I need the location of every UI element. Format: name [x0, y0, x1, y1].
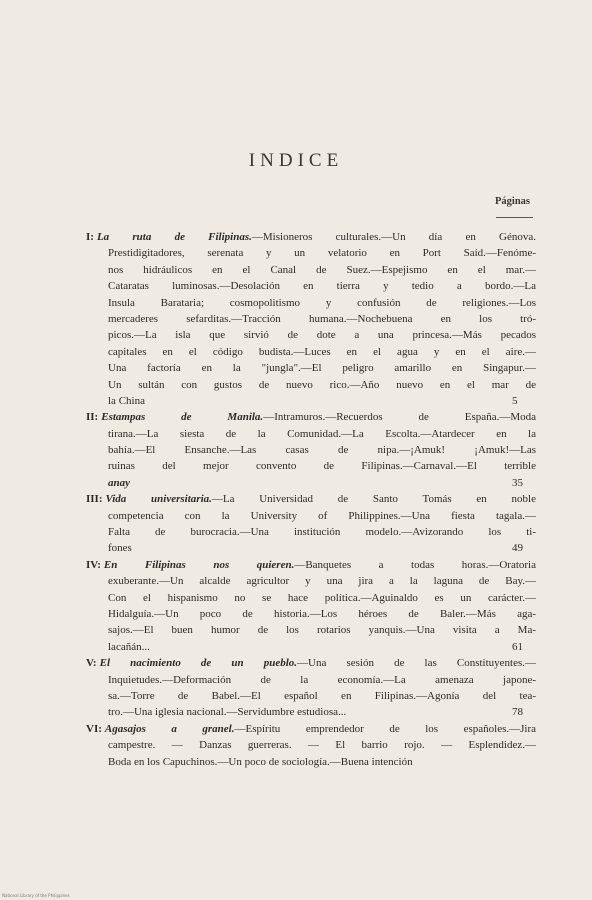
entry-line	[86, 393, 536, 409]
entry-title: El nacimiento de un pueblo.	[99, 657, 298, 670]
entry-text: Falta de burocracia.—Una institución modelo.—Avizorando los ti-	[108, 526, 536, 539]
entry-line	[86, 737, 536, 753]
index-entry	[86, 721, 536, 770]
entry-line	[86, 344, 536, 360]
entry-line	[86, 311, 536, 327]
entry-line	[86, 229, 536, 245]
entry-number: VI:	[86, 722, 102, 735]
entry-line	[86, 655, 536, 671]
pages-column-header: Páginas	[494, 196, 530, 207]
entry-title: Vida universitaria.	[105, 493, 212, 506]
entry-text: —Espíritu emprendedor de los españoles.—Jira	[234, 722, 536, 735]
entry-number: II:	[86, 411, 99, 424]
entry-line	[86, 475, 536, 491]
entry-text: Hidalguía.—Un poco de historia.—Los héroes de Baler.—Más aga-	[108, 607, 536, 620]
entry-text: la China	[108, 394, 145, 407]
entry-number: III:	[86, 493, 103, 506]
entry-line	[86, 557, 536, 573]
entry-text: bahía.—El Ensanche.—Las casas de nipa.—¡Amuk! ¡Amuk!—Las	[108, 444, 536, 457]
entry-line	[86, 540, 536, 556]
entry-number: I:	[86, 231, 94, 243]
entry-title: La ruta de Filipinas.	[96, 231, 252, 243]
entry-line	[86, 360, 536, 376]
entry-text: Cataratas luminosas.—Desolación en tierra y tedio a bordo.—La	[108, 280, 536, 293]
entry-line	[86, 262, 536, 278]
entry-line	[86, 688, 536, 704]
entry-line	[86, 573, 536, 589]
entry-line	[86, 704, 536, 720]
entry-text: Insula Barataria; cosmopolitismo y confusión de religiones.—Los	[108, 296, 536, 309]
entry-text: tirana.—La siesta de la Comunidad.—La Escolta.—Atardecer en la	[108, 427, 536, 440]
entry-text: Inquietudes.—Deformación de la economía.—La amenaza japone-	[108, 673, 536, 686]
entry-line	[86, 295, 536, 311]
entry-line	[86, 458, 536, 474]
entry-text: competencia con la University of Philippines.—Una fiesta tagala.—	[108, 509, 536, 522]
entry-text: exuberante.—Un alcalde agricultor y una jira a la laguna de Bay.—	[108, 575, 536, 588]
entry-line	[86, 278, 536, 294]
entry-line	[86, 245, 536, 261]
entry-text: Una factoría en la "jungla".—El peligro amarillo en Singapur.—	[108, 362, 536, 375]
entry-page-number: 61	[512, 640, 523, 653]
entry-line	[86, 622, 536, 638]
entry-text: Un sultán con gustos de nuevo rico.—Año nuevo en el mar de	[108, 378, 536, 391]
entry-text: Prestidigitadores, serenata y un velatorio en Port Saíd.—Fenóme-	[108, 247, 536, 260]
entry-text: fones	[108, 542, 132, 555]
index-entry	[86, 655, 536, 721]
index-entries	[86, 229, 536, 770]
entry-text: capitales en el código budista.—Luces en el agua y en el aire.—	[108, 345, 536, 358]
entry-text: Con el hispanismo no se hace política.—Aguinaldo es un carácter.—	[108, 591, 536, 604]
scan-footer: National Library of the Philippines	[2, 893, 70, 898]
entry-text: —La Universidad de Santo Tomás en noble	[211, 493, 536, 506]
entry-line	[86, 754, 536, 770]
entry-text: nos hidráulicos en el Canal de Suez.—Espejismo en el mar.—	[108, 263, 536, 276]
entry-line	[86, 426, 536, 442]
entry-text: campestre. — Danzas guerreras. — El barrio rojo. — Esplendidez.—	[108, 739, 536, 752]
entry-text: —Intramuros.—Recuerdos de España.—Moda	[263, 411, 536, 424]
entry-line	[86, 508, 536, 524]
index-entry	[86, 409, 536, 491]
entry-number: IV:	[86, 558, 101, 571]
entry-text: picos.—La isla que sirvió de dote a una princesa.—Más pecados	[108, 329, 536, 342]
entry-line	[86, 606, 536, 622]
entry-line	[86, 491, 536, 507]
entry-text: —Banquetes a todas horas.—Oratoria	[294, 558, 536, 571]
entry-line	[86, 721, 536, 737]
entry-text: Boda en los Capuchinos.—Un poco de sociología.—Buena intención	[108, 755, 413, 768]
entry-text: mercaderes sefarditas.—Tracción humana.—Nochebuena en los tró-	[108, 312, 536, 325]
index-entry	[86, 557, 536, 655]
entry-text: tro.—Una iglesia nacional.—Servidumbre estudiosa...	[108, 706, 347, 719]
entry-line	[86, 409, 536, 425]
entry-number: V:	[86, 657, 97, 670]
entry-text: anay	[108, 476, 130, 489]
entry-line	[86, 442, 536, 458]
entry-text: ruinas del mejor convento de Filipinas.—Carnaval.—El terrible	[108, 460, 536, 473]
entry-title: Agasajos a granel.	[104, 722, 235, 735]
index-title: INDICE	[248, 150, 344, 171]
entry-line	[86, 327, 536, 343]
entry-text: —Misioneros culturales.—Un día en Génova.	[251, 231, 536, 243]
entry-page-number: 49	[512, 542, 523, 555]
entry-line	[86, 377, 536, 393]
entry-line	[86, 672, 536, 688]
entry-text: —Una sesión de las Constituyentes.—	[297, 657, 536, 670]
entry-page-number: 35	[512, 476, 523, 489]
index-entry	[86, 491, 536, 557]
entry-title: En Filipinas nos quieren.	[103, 558, 295, 571]
entry-text: sa.—Torre de Babel.—El español en Filipinas.—Agonía del tea-	[108, 689, 536, 702]
entry-line	[86, 524, 536, 540]
entry-page-number: 78	[512, 706, 523, 719]
header-rule	[496, 217, 533, 218]
entry-title: Estampas de Manila.	[101, 411, 264, 424]
entry-text: sajos.—El buen humor de los rotarios yanquis.—Una visita a Ma-	[108, 624, 536, 637]
entry-line	[86, 639, 536, 655]
entry-line	[86, 590, 536, 606]
entry-page-number: 5	[512, 394, 518, 407]
entry-text: lacañán...	[108, 640, 150, 653]
index-entry	[86, 229, 536, 409]
